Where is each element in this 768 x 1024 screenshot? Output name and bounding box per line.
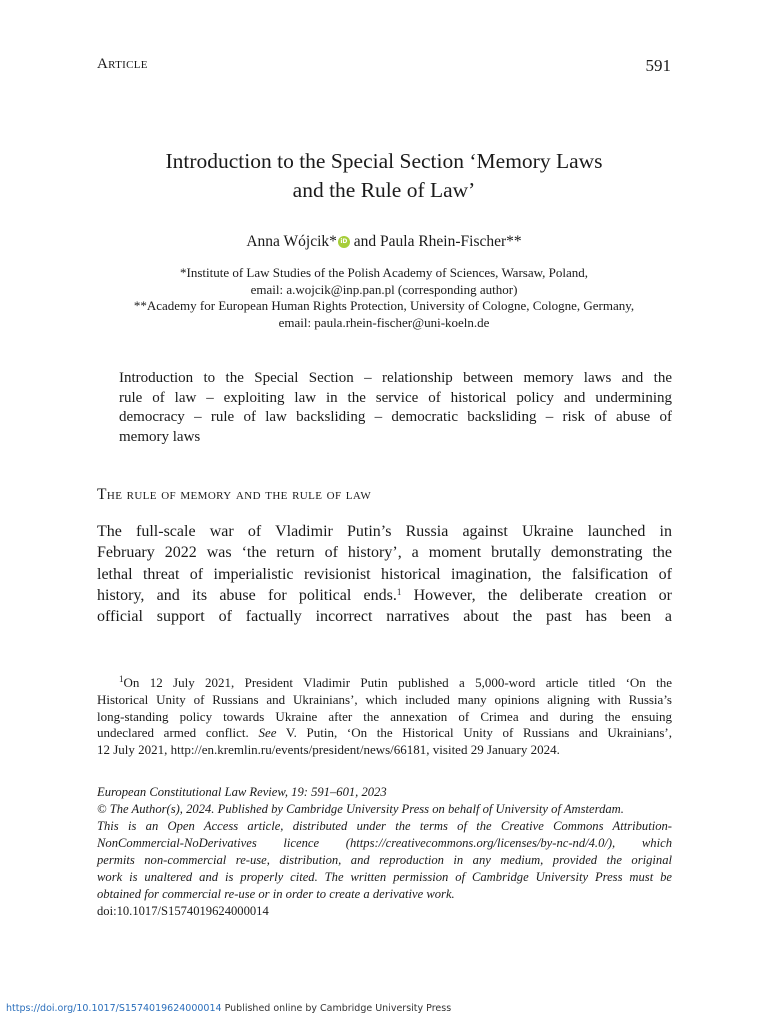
keyword-line: rule of law – exploiting law in the service of historical policy and undermining (119, 389, 672, 406)
body-line: lethal threat of imperialistic revisionist historical imagination, the falsification of (97, 565, 672, 583)
footnote-line: Historical Unity of Russians and Ukrainians’, which included many opinions aligning with Russia’s (97, 691, 672, 707)
affiliation-email[interactable]: email: paula.rhein-fischer@uni-koeln.de (278, 314, 490, 330)
publisher-footer (6, 1003, 451, 1014)
footnote-line[interactable]: 12 July 2021, http://en.kremlin.ru/events/president/news/66181, visited 29 January 2024. (97, 742, 560, 758)
author-line (97, 233, 671, 251)
footnote-marker: 1 (119, 674, 124, 684)
body-text-segment: history, and its abuse for political ends. (97, 586, 397, 604)
body-line: The full-scale war of Vladimir Putin’s Russia against Ukraine launched in (97, 523, 672, 540)
keyword-line: democracy – rule of law backsliding – democratic backsliding – risk of abuse of (119, 409, 672, 425)
title-line-2: and the Rule of Law’ (292, 178, 476, 202)
copyright-line: © The Author(s), 2024. Published by Cambridge University Press on behalf of University of Amsterdam. (97, 802, 624, 816)
footnote-ref[interactable]: 1 (396, 586, 402, 597)
section-heading: The rule of memory and the rule of law (97, 486, 372, 503)
author-2: and Paula Rhein-Fischer** (349, 233, 522, 250)
body-paragraph (97, 521, 672, 627)
license-line: obtained for commercial re-use or in order to create a derivative work. (97, 887, 455, 901)
keyword-line: Introduction to the Special Section – relationship between memory laws and the (119, 370, 672, 386)
footnote-line: $^1$On 12 July 2021, President Vladimir Putin published a 5,000-word article titled ‘On the (119, 674, 672, 690)
keyword-line: memory laws (119, 428, 201, 445)
license-line: This is an Open Access article, distributed under the terms of the Creative Commons Attribution- (97, 819, 672, 833)
published-online-text: Published online by Cambridge University Press (221, 1003, 452, 1014)
affiliation-line: *Institute of Law Studies of the Polish Academy of Sciences, Warsaw, Poland, (179, 265, 589, 280)
running-header-section: Article (97, 56, 148, 72)
footnote (97, 675, 672, 759)
affiliation-email[interactable]: email: a.wojcik@inp.pan.pl (corresponding author) (250, 281, 518, 297)
doi-link[interactable]: https://doi.org/10.1017/S1574019624000014 (6, 1003, 222, 1014)
body-text-segment: However, the deliberate creation or (401, 586, 673, 604)
orcid-icon[interactable]: iD (338, 236, 350, 248)
body-line: February 2022 was ‘the return of history’, a moment brutally demonstrating the (97, 544, 672, 562)
license-line: permits non-commercial re-use, distribution, and reproduction in any medium, provided the original (97, 853, 672, 867)
page-number: 591 (645, 56, 671, 75)
journal-citation: European Constitutional Law Review, 19: 591–601, 2023 (97, 785, 387, 799)
body-line: official support of factually incorrect narratives about the past has been a (97, 608, 672, 626)
see-italic: See (258, 725, 277, 741)
title-line-1: Introduction to the Special Section ‘Memory Laws (165, 149, 603, 173)
body-line (97, 585, 672, 606)
license-line: work is unaltered and is properly cited. The written permission of Cambridge University Press must be (97, 870, 672, 884)
article-title (97, 147, 671, 205)
affiliations (97, 265, 671, 331)
footnote-line: undeclared armed conflict. See V. Putin, ‘On the Historical Unity of Russians and Ukrainians’, (97, 725, 672, 741)
footnote-line: long-standing policy towards Ukraine after the annexation of Crimea and during the ensuing (97, 708, 672, 724)
keywords (119, 369, 672, 447)
doi[interactable]: doi:10.1017/S1574019624000014 (97, 904, 269, 918)
author-1: Anna Wójcik* (246, 233, 337, 250)
affiliation-line: **Academy for European Human Rights Protection, University of Cologne, Cologne, Germany, (133, 298, 635, 313)
journal-info (97, 784, 672, 920)
license-line[interactable]: NonCommercial-NoDerivatives licence (https://creativecommons.org/licenses/by-nc-nd/4.0/), which (97, 836, 672, 850)
